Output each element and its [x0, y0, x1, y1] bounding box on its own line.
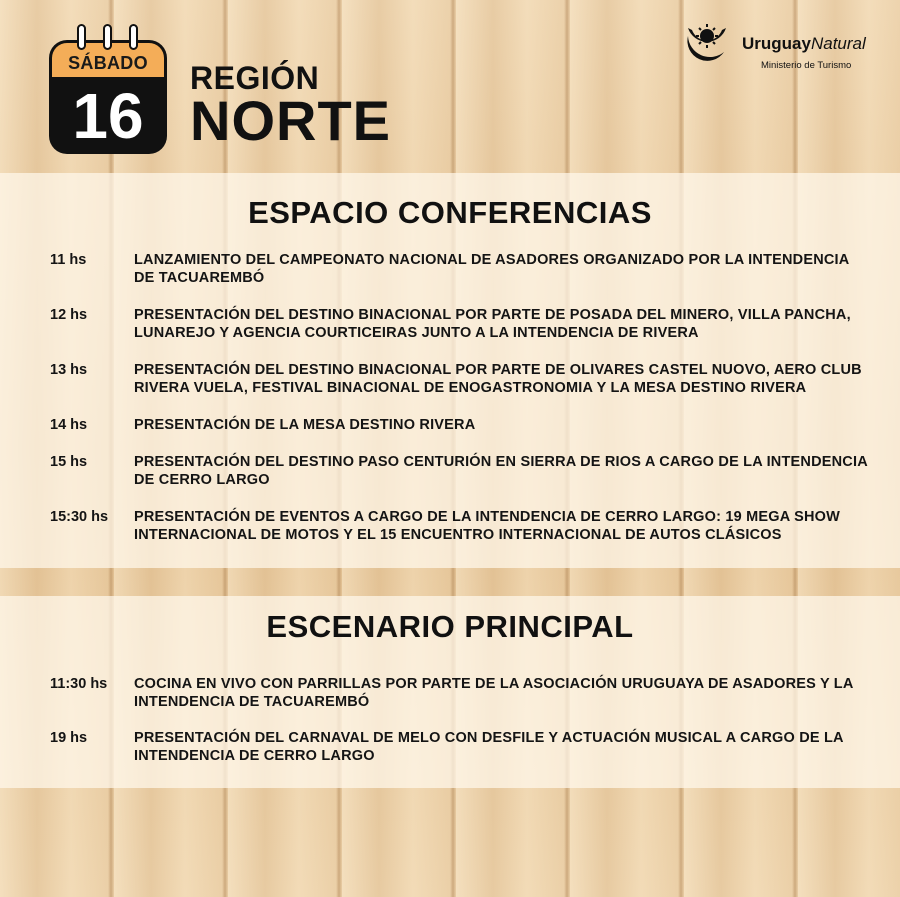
event-description: PRESENTACIÓN DEL DESTINO BINACIONAL POR PARTE DE OLIVARES CASTEL NUOVO, AERO CLUB RIVERA VUELA, FESTIVAL BINACIONAL DE ENOGASTRONOMIA Y LA MESA DESTINO RIVERA — [134, 362, 862, 396]
event-time: 19 hs — [50, 730, 88, 746]
section-title-conferences: ESPACIO CONFERENCIAS — [248, 195, 652, 230]
event-description: PRESENTACIÓN DEL DESTINO PASO CENTURIÓN EN SIERRA DE RIOS A CARGO DE LA INTENDENCIA DE CERRO LARGO — [134, 454, 868, 488]
event-description: COCINA EN VIVO CON PARRILLAS POR PARTE DE LA ASOCIACIÓN URUGUAYA DE ASADORES Y LA INTENDENCIA DE TACUAREMBÓ — [134, 676, 853, 710]
schedule-row — [50, 251, 870, 287]
region-name: NORTE — [190, 89, 391, 152]
event-time: 15 hs — [50, 454, 88, 470]
event-description: PRESENTACIÓN DE EVENTOS A CARGO DE LA INTENDENCIA DE CERRO LARGO: 19 MEGA SHOW INTERNACIONAL DE MOTOS Y EL 15 ENCUENTRO INTERNACIONAL DE AUTOS CLÁSICOS — [134, 509, 841, 543]
schedule-row — [50, 306, 870, 342]
event-time: 11:30 hs — [50, 676, 108, 692]
sun-logo-icon — [684, 18, 730, 64]
event-description: PRESENTACIÓN DE LA MESA DESTINO RIVERA — [134, 417, 476, 433]
calendar-day-number: 16 — [72, 79, 144, 152]
calendar-icon — [49, 40, 167, 154]
schedule-row — [50, 416, 870, 434]
region-label: REGIÓN — [190, 60, 320, 96]
schedule-row — [50, 675, 870, 711]
event-time: 15:30 hs — [50, 509, 109, 525]
schedule-row — [50, 729, 870, 765]
brand-subtitle: Ministerio de Turismo — [761, 60, 852, 71]
event-description: PRESENTACIÓN DEL CARNAVAL DE MELO CON DESFILE Y ACTUACIÓN MUSICAL A CARGO DE LA INTENDENCIA DE CERRO LARGO — [134, 730, 844, 764]
schedule-row — [50, 453, 870, 489]
calendar-day-label: SÁBADO — [52, 43, 164, 77]
event-time: 11 hs — [50, 252, 87, 268]
section-title-main-stage: ESCENARIO PRINCIPAL — [266, 609, 634, 644]
event-time: 14 hs — [50, 417, 88, 433]
schedule-row — [50, 508, 870, 544]
event-description: LANZAMIENTO DEL CAMPEONATO NACIONAL DE ASADORES ORGANIZADO POR LA INTENDENCIA DE TACUAREMBÓ — [134, 252, 849, 286]
event-description: PRESENTACIÓN DEL DESTINO BINACIONAL POR PARTE DE POSADA DEL MINERO, VILLA PANCHA, LUNAREJO Y AGENCIA COURTICEIRAS JUNTO A LA INTENDENCIA DE RIVERA — [134, 307, 851, 341]
event-time: 13 hs — [50, 362, 88, 378]
event-time: 12 hs — [50, 307, 88, 323]
calendar-ring-icon — [103, 24, 112, 50]
calendar-ring-icon — [77, 24, 86, 50]
brand-name-bold: Uruguay — [742, 34, 811, 53]
brand-name — [742, 34, 866, 54]
calendar-ring-icon — [129, 24, 138, 50]
schedule-row — [50, 361, 870, 397]
brand-name-italic: Natural — [810, 34, 866, 53]
